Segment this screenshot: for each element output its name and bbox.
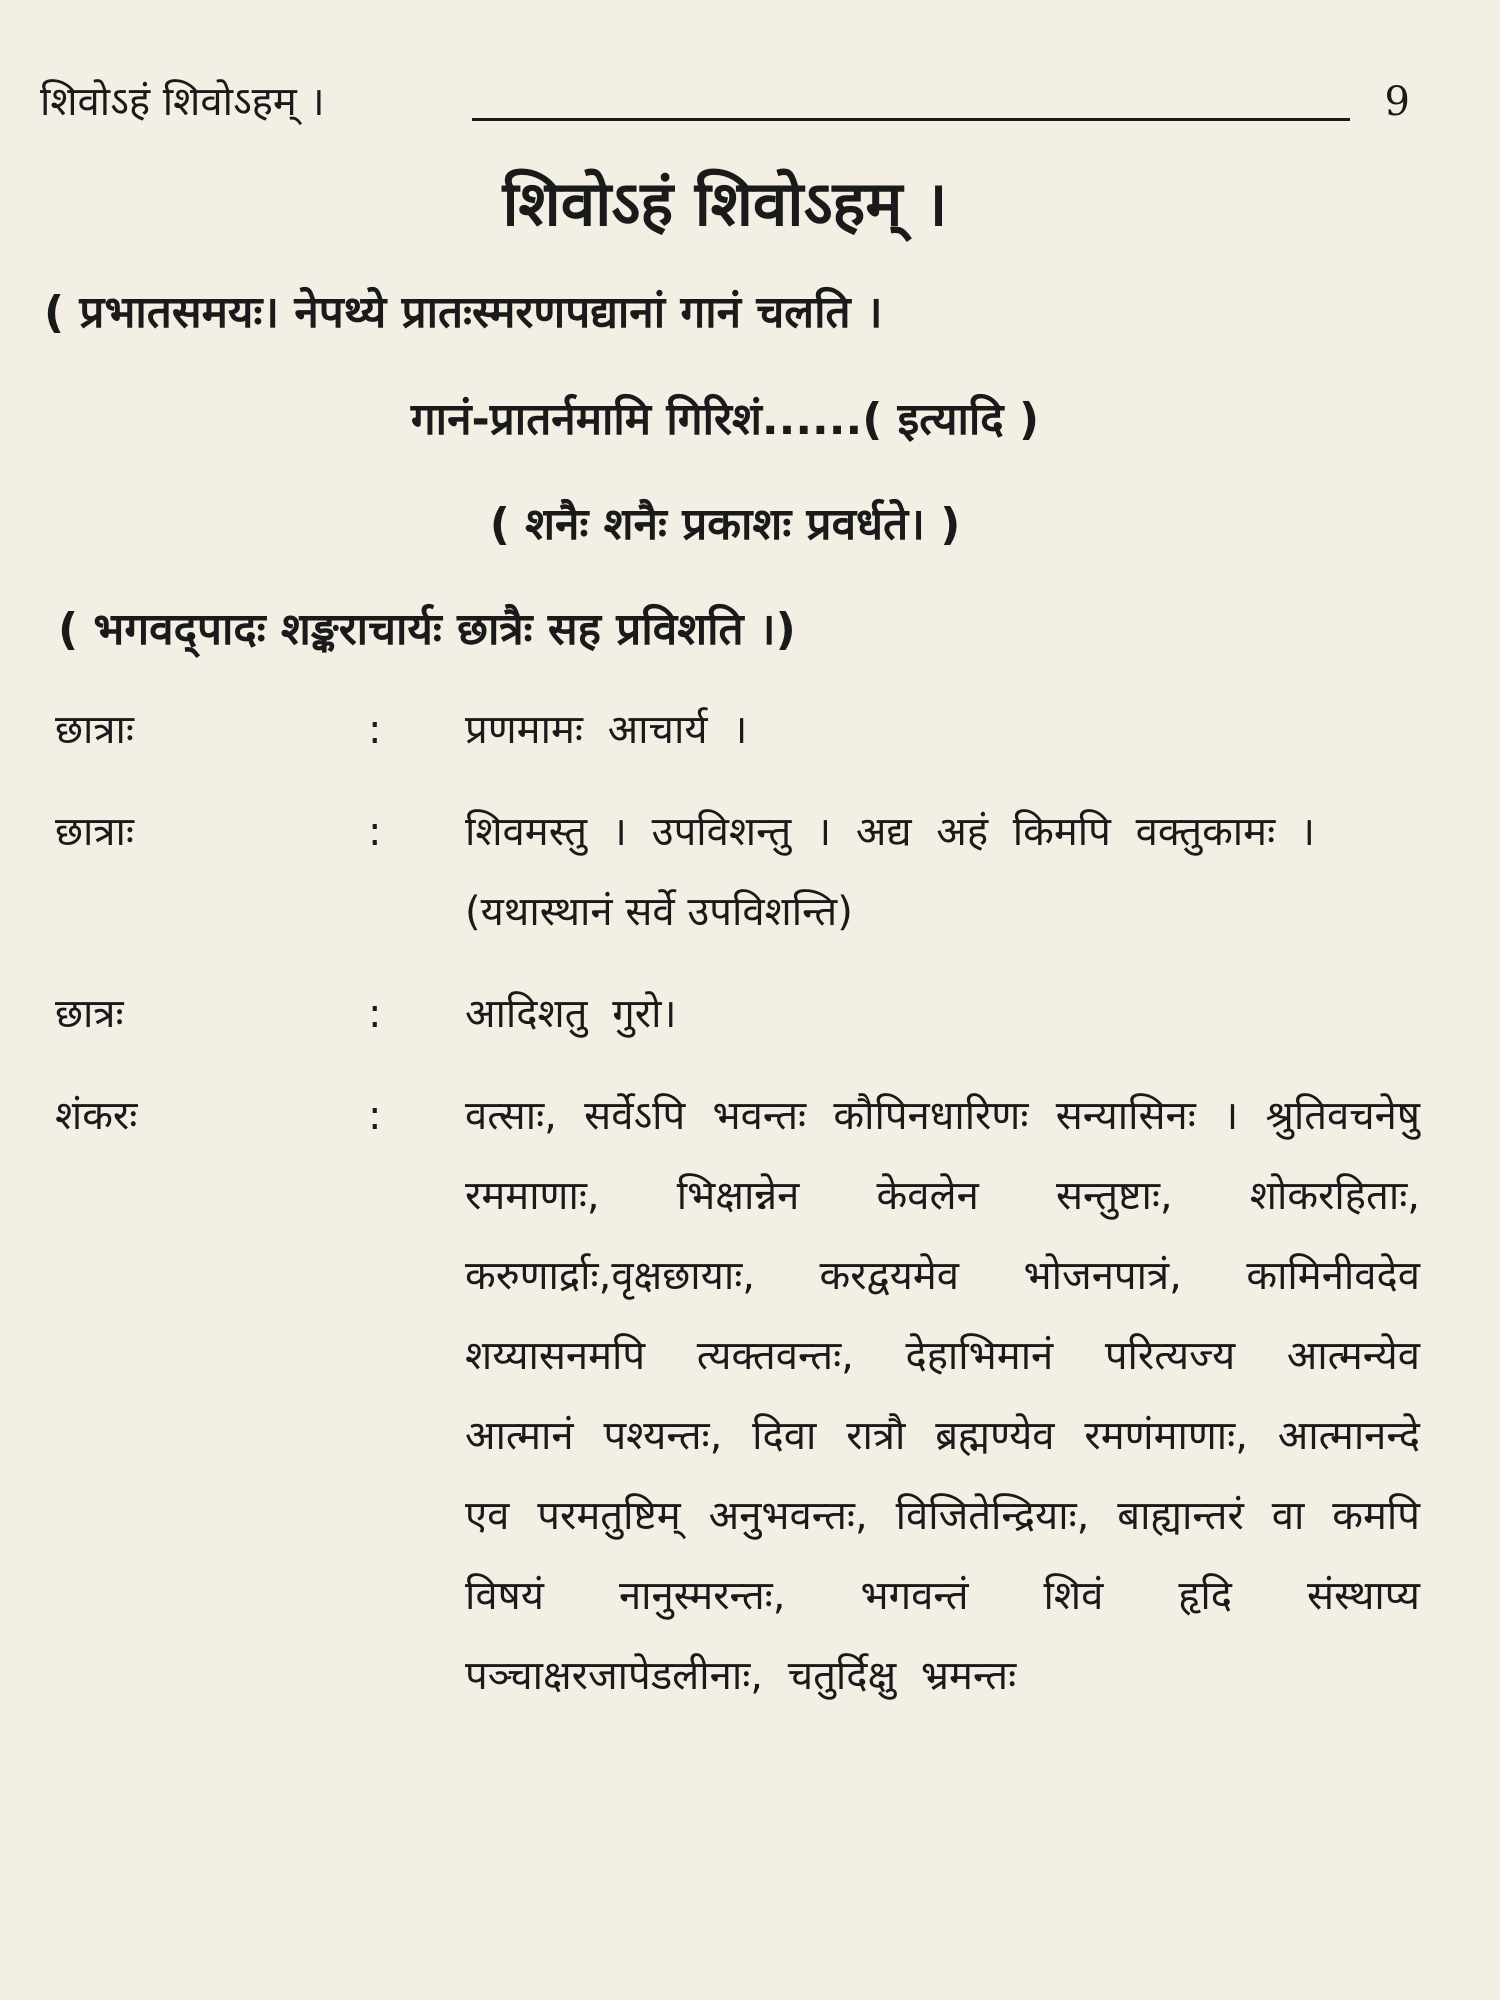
stage-direction: ( प्रभातसमयः। नेपथ्ये प्रातःस्मरणपद्यानां गानं चलति । <box>44 287 883 338</box>
dialogue <box>0 690 1500 1738</box>
stage-direction: ( शनैः शनैः प्रकाशः प्रवर्धते। ) <box>489 499 961 550</box>
inline-stage-direction: (यथास्थानं सर्वे उपविशन्ति) <box>465 889 853 935</box>
speech-text: प्रणमामः आचार्य । <box>465 707 748 753</box>
page-number: 9 <box>1384 79 1410 125</box>
header-rule <box>472 118 1350 121</box>
dialogue-turn <box>0 690 1500 770</box>
speaker-name: शंकरः <box>55 1093 138 1139</box>
running-header-title: शिवोऽहं शिवोऽहम् । <box>40 79 325 125</box>
speaker-name: छात्राः <box>55 809 134 855</box>
speech-text: शिवमस्तु । उपविशन्तु । अद्य अहं किमपि वक्तुकामः । <box>465 809 1316 855</box>
speaker-colon: : <box>368 991 382 1037</box>
speaker-colon: : <box>368 1093 382 1139</box>
speaker-colon: : <box>368 707 382 753</box>
speech-text: वत्साः, सर्वेऽपि भवन्तः कौपिनधारिणः सन्यासिनः । श्रुतिवचनेषु रममाणाः, भिक्षान्नेन केवलेन सन्तुष्टाः, शोकरहिताः, करुणार्द्राः,वृक्षछायाः, करद्वयमेव भोजनपात्रं, कामिनीवदेव शय्यासनमपि त्यक्तवन्तः, देहाभिमानं परित्यज्य आत्मन्येव आत्मानं पश्यन्तः, दिवा रात्रौ ब्रह्मण्येव रमणंमाणाः, आत्मानन्दे एव परमतुष्टिम् अनुभवन्तः, विजितेन्द्रियाः, बाह्यान्तरं वा कमपि विषयं नानुस्मरन्तः, भगवन्तं शिवं हृदि संस्थाप्य पञ्चाक्षरजापेडलीनाः, चतुर्दिक्षु भ्रमन्तः <box>465 1093 1420 1699</box>
dialogue-turn <box>0 1076 1500 1716</box>
stage-direction: गानं-प्रातर्नमामि गिरिशं......( इत्यादि ) <box>410 394 1040 445</box>
dialogue-turn <box>0 974 1500 1054</box>
stage-direction: ( भगवद्पादः शङ्कराचार्यः छात्रैः सह प्रविशति ।) <box>58 604 796 655</box>
speaker-name: छात्रः <box>55 991 124 1037</box>
speaker-colon: : <box>368 809 382 855</box>
speech-text: आदिशतु गुरो। <box>465 991 677 1037</box>
dialogue-turn <box>0 792 1500 952</box>
speaker-name: छात्राः <box>55 707 134 753</box>
scene-title: शिवोऽहं शिवोऽहम् । <box>502 167 948 240</box>
running-header <box>40 72 1410 132</box>
